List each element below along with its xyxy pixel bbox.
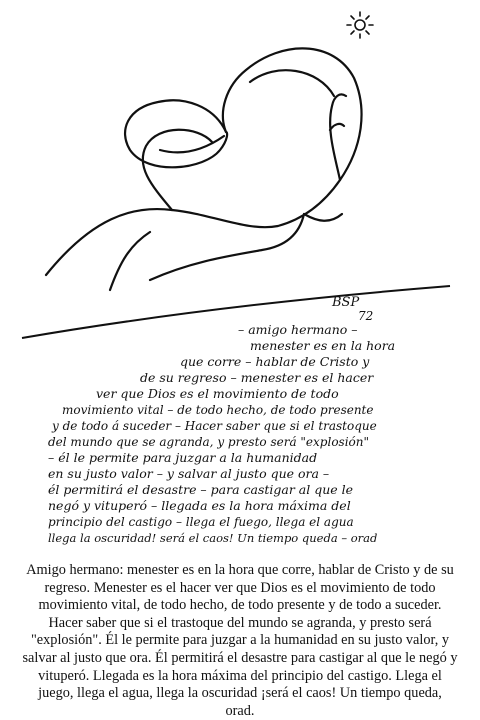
handwritten-line: – él le permite para juzgar a la humanidad [48,450,318,465]
handwritten-line: menester es en la hora [250,338,396,353]
handwritten-text [48,322,395,545]
handwritten-line: que corre – hablar de Cristo y [180,354,370,369]
handwritten-line: movimiento vital – de todo hecho, de todo presente [62,403,374,417]
abstract-figure-drawing [46,48,362,290]
handwritten-line: negó y vituperó – llegada es la hora máxima del [48,498,351,513]
handwritten-line: él permitirá el desastre – para castigar al que le [48,482,354,497]
handwritten-line: – amigo hermano – [238,322,358,337]
handwritten-line: llega la oscuridad! será el caos! Un tiempo queda – orad [48,531,378,545]
ground-line [22,286,450,338]
signature: BSP [332,295,360,310]
sun-icon [347,12,373,38]
signature-year: 72 [358,309,374,323]
handwritten-line: y de todo á suceder – Hacer saber que si el trastoque [52,419,377,433]
handwritten-line: de su regreso – menester es el hacer [140,370,374,385]
handwritten-line: en su justo valor – y salvar al justo que ora – [48,466,330,481]
handwritten-line: principio del castigo – llega el fuego, llega el agua [48,515,354,529]
typed-transcription: Amigo hermano: menester es en la hora que corre, hablar de Cristo y de su regreso. Menester es el hacer ver que Dios es el movimiento de todo movimiento vital, de todo hecho, de todo presente y de todo a suceder. Hacer saber que si el trastoque del mundo se agranda, y presto será "explosión". Él le permite para juzgar a la humanidad en su justo valor, y salvar al justo que ora. Él permitirá el desastre para castigar al que le negó y vituperó. Llegada es la hora máxima del principio del castigo. Llega el juego, llega el agua, llega la oscuridad ¡será el caos! Un tiempo queda, orad. [22,562,458,719]
handwritten-line: ver que Dios es el movimiento de todo [96,386,339,401]
handwritten-line: del mundo que se agranda, y presto será "explosión" [48,435,370,449]
